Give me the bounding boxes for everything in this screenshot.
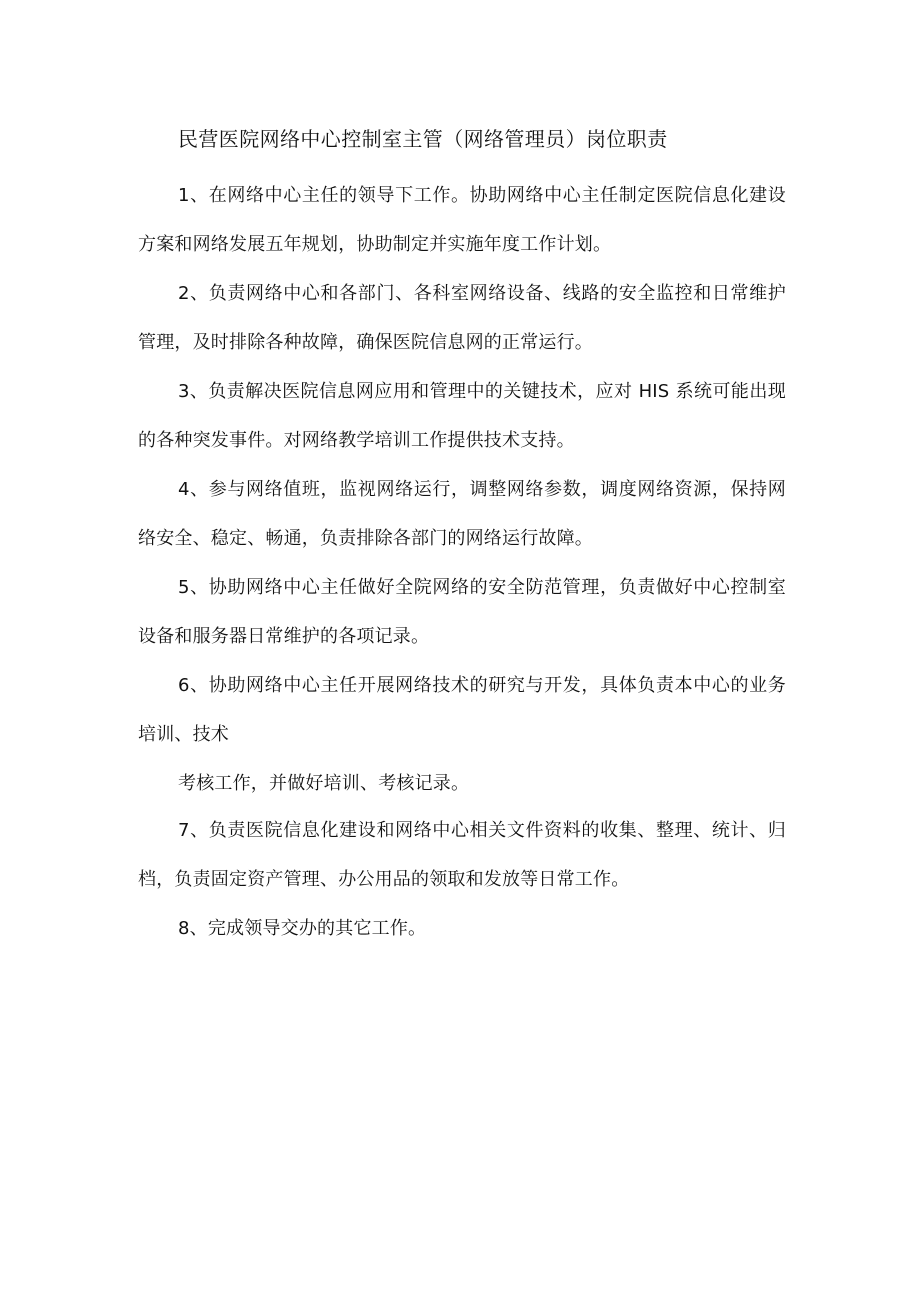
duty-item-7: 7、负责医院信息化建设和网络中心相关文件资料的收集、整理、统计、归档，负责固定资产管理、办公用品的领取和发放等日常工作。 [138,820,786,890]
duty-item-6: 6、协助网络中心主任开展网络技术的研究与开发，具体负责本中心的业务培训、技术 [138,675,786,745]
duty-item-3: 3、负责解决医院信息网应用和管理中的关键技术，应对 HIS 系统可能出现的各种突发事件。对网络教学培训工作提供技术支持。 [138,381,786,451]
document-title: 民营医院网络中心控制室主管（网络管理员）岗位职责 [178,127,668,151]
duty-item-2: 2、负责网络中心和各部门、各科室网络设备、线路的安全监控和日常维护管理，及时排除各种故障，确保医院信息网的正常运行。 [138,283,786,353]
duty-item-4: 4、参与网络值班，监视网络运行，调整网络参数，调度网络资源，保持网络安全、稳定、畅通，负责排除各部门的网络运行故障。 [138,479,786,549]
duty-item-5: 5、协助网络中心主任做好全院网络的安全防范管理，负责做好中心控制室设备和服务器日常维护的各项记录。 [138,577,786,647]
duty-item-6-continued: 考核工作，并做好培训、考核记录。 [178,773,470,794]
duty-item-1: 1、在网络中心主任的领导下工作。协助网络中心主任制定医院信息化建设方案和网络发展五年规划，协助制定并实施年度工作计划。 [138,185,786,255]
duty-item-8: 8、完成领导交办的其它工作。 [178,918,427,939]
